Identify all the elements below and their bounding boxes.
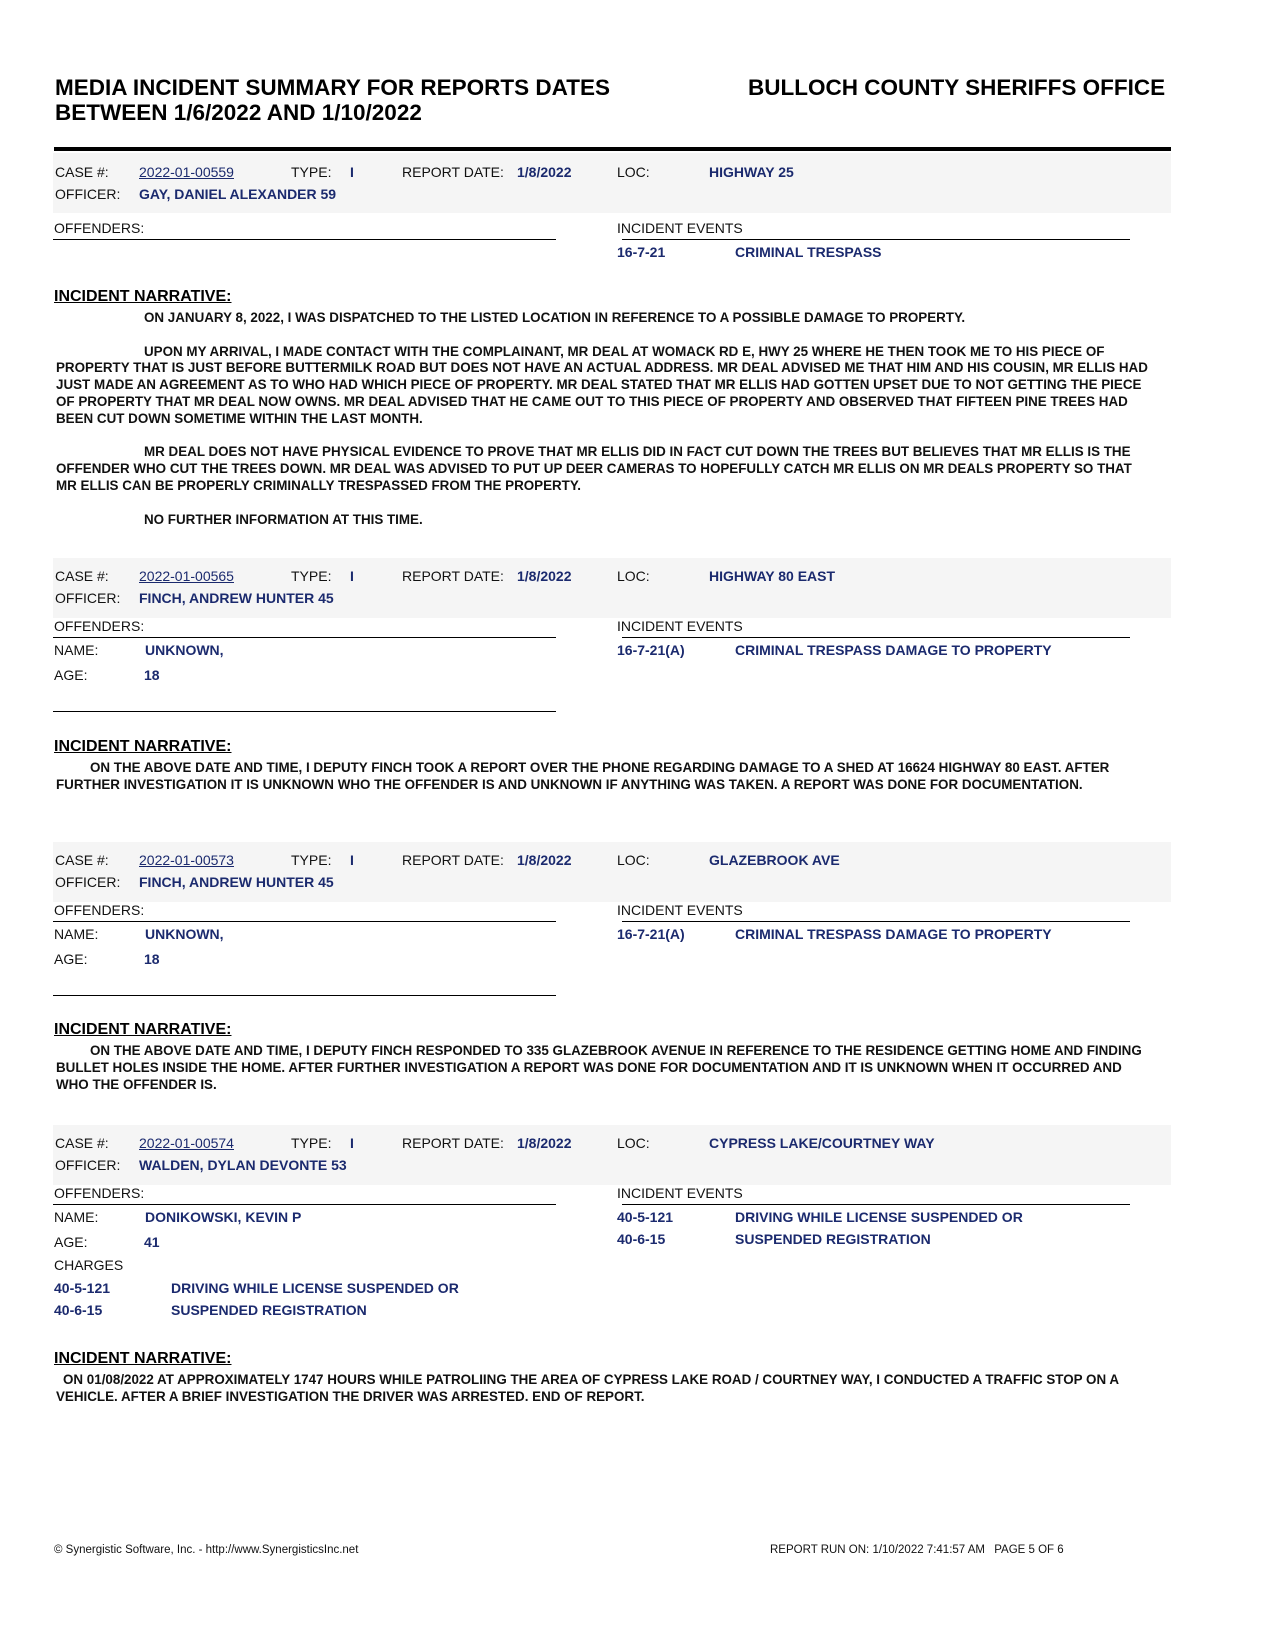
- officer-value: GAY, DANIEL ALEXANDER 59: [139, 186, 337, 202]
- case-number-label: CASE #:: [55, 1135, 109, 1151]
- event-description: CRIMINAL TRESPASS: [735, 244, 882, 260]
- event-code: 16-7-21(A): [617, 642, 685, 658]
- type-label: TYPE:: [291, 852, 332, 868]
- event-code: 40-5-121: [617, 1209, 674, 1225]
- offenders-label: OFFENDERS:: [54, 618, 145, 634]
- report-date-value: 1/8/2022: [517, 1135, 572, 1151]
- events-divider: [622, 239, 1130, 240]
- footer-copyright: © Synergistic Software, Inc. - http://www.SynergisticsInc.net: [54, 1544, 359, 1556]
- case-header-band: [53, 558, 1171, 618]
- offender-name-label: NAME:: [54, 1209, 99, 1225]
- offender-age-value: 18: [144, 667, 160, 683]
- officer-value: FINCH, ANDREW HUNTER 45: [139, 590, 334, 606]
- event-description: CRIMINAL TRESPASS DAMAGE TO PROPERTY: [735, 926, 1052, 942]
- incident-events-label: INCIDENT EVENTS: [617, 618, 743, 634]
- case-number-label: CASE #:: [55, 852, 109, 868]
- report-date-label: REPORT DATE:: [402, 852, 504, 868]
- charge-code: 40-6-15: [54, 1302, 103, 1318]
- case-header-band: [53, 153, 1171, 213]
- report-date-value: 1/8/2022: [517, 568, 572, 584]
- type-label: TYPE:: [291, 164, 332, 180]
- offender-age-label: AGE:: [54, 951, 88, 967]
- location-value: CYPRESS LAKE/COURTNEY WAY: [709, 1135, 935, 1151]
- location-label: LOC:: [617, 568, 650, 584]
- offender-name-value: UNKNOWN,: [145, 926, 224, 942]
- report-date-value: 1/8/2022: [517, 852, 572, 868]
- narrative-paragraph: ON THE ABOVE DATE AND TIME, I DEPUTY FINCH RESPONDED TO 335 GLAZEBROOK AVENUE IN REFERENCE TO THE RESIDENCE GETTING HOME AND FINDING BULLET HOLES INSIDE THE HOME. AFTER FURTHER INVESTIGATION A REPORT WAS DONE FOR DOCUMENTATION AND IT IS UNKNOWN WHEN IT OCCURRED AND WHO THE OFFENDER IS.: [56, 1043, 1142, 1092]
- type-label: TYPE:: [291, 1135, 332, 1151]
- header-divider: [54, 147, 1171, 151]
- event-description: SUSPENDED REGISTRATION: [735, 1231, 931, 1247]
- location-label: LOC:: [617, 164, 650, 180]
- location-value: HIGHWAY 80 EAST: [709, 568, 836, 584]
- narrative-heading: INCIDENT NARRATIVE:: [54, 738, 232, 755]
- charge-description: DRIVING WHILE LICENSE SUSPENDED OR: [171, 1280, 459, 1296]
- offender-name-value: UNKNOWN,: [145, 642, 224, 658]
- case-number-link[interactable]: 2022-01-00565: [139, 568, 234, 584]
- narrative-body: [56, 760, 1151, 810]
- report-title-line1: MEDIA INCIDENT SUMMARY FOR REPORTS DATES: [55, 75, 611, 100]
- type-value: I: [350, 1135, 354, 1151]
- case-number-label: CASE #:: [55, 164, 109, 180]
- report-run-timestamp: REPORT RUN ON: 1/10/2022 7:41:57 AM: [770, 1544, 985, 1556]
- event-description: CRIMINAL TRESPASS DAMAGE TO PROPERTY: [735, 642, 1052, 658]
- charge-code: 40-5-121: [54, 1280, 111, 1296]
- type-value: I: [350, 164, 354, 180]
- offenders-bottom-divider: [53, 995, 556, 996]
- narrative-body: [56, 1043, 1151, 1110]
- events-divider: [622, 1204, 1130, 1205]
- narrative-body: [56, 310, 1151, 545]
- report-date-label: REPORT DATE:: [402, 164, 504, 180]
- location-value: GLAZEBROOK AVE: [709, 852, 840, 868]
- case-header-band: [53, 1125, 1171, 1185]
- events-divider: [622, 921, 1130, 922]
- incident-events-label: INCIDENT EVENTS: [617, 902, 743, 918]
- report-title: [55, 75, 675, 125]
- narrative-heading: INCIDENT NARRATIVE:: [54, 1350, 232, 1367]
- narrative-heading: INCIDENT NARRATIVE:: [54, 288, 232, 305]
- narrative-paragraph: UPON MY ARRIVAL, I MADE CONTACT WITH THE COMPLAINANT, MR DEAL AT WOMACK RD E, HWY 25 WHERE HE THEN TOOK ME TO HIS PIECE OF PROPERTY THAT IS JUST BEFORE BUTTERMILK ROAD BUT DOES NOT HAVE AN ACTUAL ADDRESS. MR DEAL ADVISED ME THAT HIM AND HIS COUSIN, MR ELLIS HAD JUST MADE AN AGREEMENT AS TO WHO HAD WHICH PIECE OF PROPERTY. MR DEAL STATED THAT MR ELLIS HAD GOTTEN UPSET DUE TO NOT GETTING THE PIECE OF PROPERTY THAT MR DEAL NOW OWNS. MR DEAL ADVISED THAT HE CAME OUT TO THIS PIECE OF PROPERTY AND OBSERVED THAT FIFTEEN PINE TREES HAD BEEN CUT DOWN SOMETIME WITHIN THE LAST MONTH.: [56, 343, 1148, 426]
- case-header-band: [53, 842, 1171, 902]
- case-number-link[interactable]: 2022-01-00574: [139, 1135, 234, 1151]
- report-title-line2: BETWEEN 1/6/2022 AND 1/10/2022: [55, 100, 422, 125]
- narrative-heading: INCIDENT NARRATIVE:: [54, 1021, 232, 1038]
- event-code: 16-7-21(A): [617, 926, 685, 942]
- location-value: HIGHWAY 25: [709, 164, 794, 180]
- narrative-paragraph: NO FURTHER INFORMATION AT THIS TIME.: [144, 511, 423, 527]
- offender-name-label: NAME:: [54, 926, 99, 942]
- location-label: LOC:: [617, 1135, 650, 1151]
- officer-value: WALDEN, DYLAN DEVONTE 53: [139, 1157, 347, 1173]
- type-label: TYPE:: [291, 568, 332, 584]
- type-value: I: [350, 568, 354, 584]
- incident-events-label: INCIDENT EVENTS: [617, 220, 743, 236]
- report-date-label: REPORT DATE:: [402, 568, 504, 584]
- narrative-body: [56, 1372, 1151, 1422]
- report-date-label: REPORT DATE:: [402, 1135, 504, 1151]
- offender-age-label: AGE:: [54, 667, 88, 683]
- event-code: 40-6-15: [617, 1231, 666, 1247]
- case-number-link[interactable]: 2022-01-00559: [139, 164, 234, 180]
- agency-name: BULLOCH COUNTY SHERIFFS OFFICE: [748, 75, 1166, 100]
- offenders-divider: [53, 637, 556, 638]
- footer-run-info: [770, 1544, 1070, 1556]
- case-number-label: CASE #:: [55, 568, 109, 584]
- location-label: LOC:: [617, 852, 650, 868]
- offenders-divider: [53, 239, 556, 240]
- offender-age-value: 18: [144, 951, 160, 967]
- page-number: PAGE 5 OF 6: [994, 1544, 1064, 1556]
- report-date-value: 1/8/2022: [517, 164, 572, 180]
- officer-value: FINCH, ANDREW HUNTER 45: [139, 874, 334, 890]
- officer-label: OFFICER:: [55, 874, 121, 890]
- offenders-divider: [53, 921, 556, 922]
- offenders-bottom-divider: [53, 711, 556, 712]
- offender-age-label: AGE:: [54, 1234, 88, 1250]
- offenders-divider: [53, 1204, 556, 1205]
- charge-description: SUSPENDED REGISTRATION: [171, 1302, 367, 1318]
- offender-name-label: NAME:: [54, 642, 99, 658]
- narrative-paragraph: ON 01/08/2022 AT APPROXIMATELY 1747 HOURS WHILE PATROLIING THE AREA OF CYPRESS LAKE ROAD / COURTNEY WAY, I CONDUCTED A TRAFFIC STOP ON A VEHICLE. AFTER A BRIEF INVESTIGATION THE DRIVER WAS ARRESTED. END OF REPORT.: [56, 1372, 1119, 1404]
- event-description: DRIVING WHILE LICENSE SUSPENDED OR: [735, 1209, 1023, 1225]
- offenders-label: OFFENDERS:: [54, 902, 145, 918]
- narrative-paragraph: ON JANUARY 8, 2022, I WAS DISPATCHED TO THE LISTED LOCATION IN REFERENCE TO A POSSIBLE DAMAGE TO PROPERTY.: [144, 310, 966, 325]
- charges-label: CHARGES: [54, 1257, 124, 1273]
- officer-label: OFFICER:: [55, 590, 121, 606]
- narrative-paragraph: MR DEAL DOES NOT HAVE PHYSICAL EVIDENCE TO PROVE THAT MR ELLIS DID IN FACT CUT DOWN THE TREES BUT BELIEVES THAT MR ELLIS IS THE OFFENDER WHO CUT THE TREES DOWN. MR DEAL WAS ADVISED TO PUT UP DEER CAMERAS TO HOPEFULLY CATCH MR ELLIS ON MR DEALS PROPERTY SO THAT MR ELLIS CAN BE PROPERLY CRIMINALLY TRESPASSED FROM THE PROPERTY.: [56, 444, 1132, 493]
- case-number-link[interactable]: 2022-01-00573: [139, 852, 234, 868]
- offender-age-value: 41: [144, 1234, 160, 1250]
- offender-name-value: DONIKOWSKI, KEVIN P: [145, 1209, 302, 1225]
- offenders-label: OFFENDERS:: [54, 220, 145, 236]
- offenders-label: OFFENDERS:: [54, 1185, 145, 1201]
- events-divider: [622, 637, 1130, 638]
- incident-events-label: INCIDENT EVENTS: [617, 1185, 743, 1201]
- officer-label: OFFICER:: [55, 1157, 121, 1173]
- event-code: 16-7-21: [617, 244, 666, 260]
- type-value: I: [350, 852, 354, 868]
- narrative-paragraph: ON THE ABOVE DATE AND TIME, I DEPUTY FINCH TOOK A REPORT OVER THE PHONE REGARDING DAMAGE TO A SHED AT 16624 HIGHWAY 80 EAST. AFTER FURTHER INVESTIGATION IT IS UNKNOWN WHO THE OFFENDER IS AND UNKNOWN IF ANYTHING WAS TAKEN. A REPORT WAS DONE FOR DOCUMENTATION.: [56, 760, 1110, 792]
- officer-label: OFFICER:: [55, 186, 121, 202]
